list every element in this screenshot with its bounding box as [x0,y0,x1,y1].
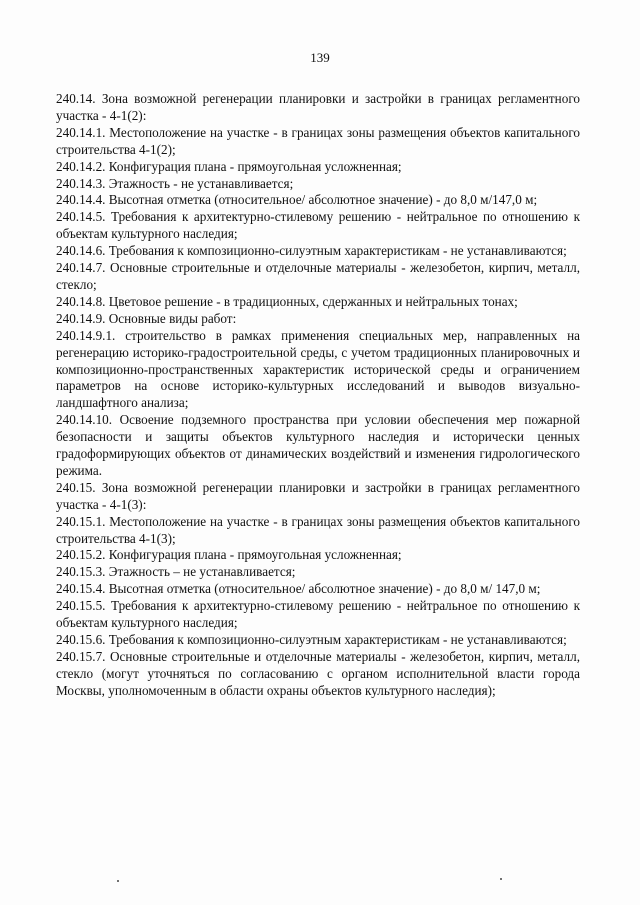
paragraph: 240.15.2. Конфигурация плана - прямоугольная усложненная; [56,547,402,563]
paragraph: 240.15.5. Требования к архитектурно-стилевому решению - нейтральное по отношению к объектам культурного наследия; [56,598,580,631]
paragraph: 240.15. Зона возможной регенерации планировки и застройки в границах регламентного участка - 4-1(3): [56,479,580,512]
paragraph: 240.14.8. Цветовое решение - в традиционных, сдержанных и нейтральных тонах; [56,293,518,309]
paragraph: 240.15.7. Основные строительные и отделочные материалы - железобетон, кирпич, металл, стекло (могут уточняться по согласованию с органом исполнительной власти города Москвы, уполномоченным в области охраны объектов культурного наследия); [56,648,580,698]
paragraph: 240.14.10. Освоение подземного пространства при условии обеспечения мер пожарной безопасности и защиты объектов культурного наследия и исторически ценных градоформирующих объектов от динамических воздействий и изменения гидрологического режима. [56,412,580,478]
paragraph: 240.15.4. Высотная отметка (относительное/ абсолютное значение) - до 8,0 м/ 147,0 м; [56,581,541,597]
paragraph: 240.15.6. Требования к композиционно-силуэтным характеристикам - не устанавливаются; [56,632,567,647]
paragraph: 240.14.9.1. строительство в рамках применения специальных мер, направленных на регенерацию историко-градостроительной среды, с учетом традиционных планировочных и композиционно-пространственных характеристик исторической среды и ограничением параметров на основе историко-культурных исследований и выводов визуально-ландшафтного анализа; [56,327,580,411]
paragraph: 240.15.1. Местоположение на участке - в границах зоны размещения объектов капитального строительства 4-1(3); [56,513,580,546]
paragraph: 240.15.3. Этажность – не устанавливается; [56,564,296,580]
paragraph: 240.14.1. Местоположение на участке - в границах зоны размещения объектов капитального строительства 4-1(2); [56,124,580,157]
paragraph: 240.14.2. Конфигурация плана - прямоугольная усложненная; [56,158,402,174]
paragraph: 240.14.7. Основные строительные и отделочные материалы - железобетон, кирпич, металл, стекло; [56,260,580,292]
paragraph: 240.14.4. Высотная отметка (относительное/ абсолютное значение) - до 8,0 м/147,0 м; [56,192,538,208]
scan-speck [117,880,119,882]
document-body [56,91,580,700]
paragraph: 240.14.3. Этажность - не устанавливается; [56,175,294,191]
paragraph: 240.14.9. Основные виды работ: [56,310,237,326]
scan-speck [500,878,502,880]
paragraph: 240.14.5. Требования к архитектурно-стилевому решению - нейтральное по отношению к объектам культурного наследия; [56,209,580,242]
paragraph: 240.14.6. Требования к композиционно-силуэтным характеристикам - не устанавливаются; [56,243,567,259]
paragraph: 240.14. Зона возможной регенерации планировки и застройки в границах регламентного участка - 4-1(2): [56,91,580,123]
page-number: 139 [310,50,330,65]
